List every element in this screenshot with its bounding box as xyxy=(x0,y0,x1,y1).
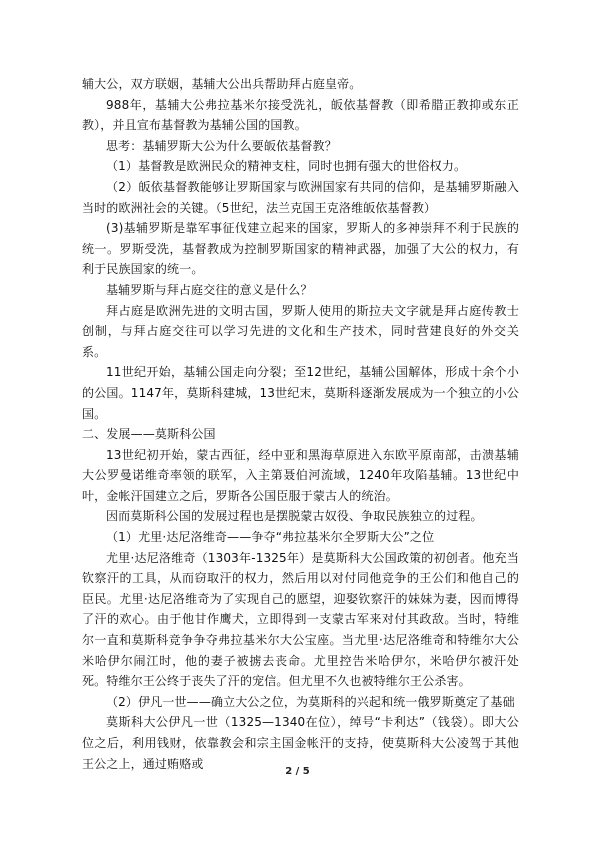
document-body xyxy=(82,74,519,774)
paragraph: (3)基辅罗斯是靠军事征伐建立起来的国家，罗斯人的多神崇拜不利于民族的统一。罗斯受洗，基督教成为控制罗斯国家的精神武器，加强了大公的权力，有利于民族国家的统一。 xyxy=(82,221,519,277)
paragraph: 二、发展——莫斯科公国 xyxy=(82,427,216,442)
paragraph: （2）伊凡一世——确立大公之位，为莫斯科的兴起和统一俄罗斯奠定了基础 xyxy=(106,694,515,709)
paragraph: 988年，基辅大公弗拉基米尔接受洗礼，皈依基督教（即希腊正教抑或东正教），并且宣布基督教为基辅公国的国教。 xyxy=(82,97,519,133)
paragraph: 辅大公，双方联姻，基辅大公出兵帮助拜占庭皇帝。 xyxy=(82,77,362,91)
paragraph: （1）尤里·达尼洛维奇——争夺“弗拉基米尔全罗斯大公”之位 xyxy=(106,530,435,545)
paragraph: 11世纪开始，基辅公国走向分裂；至12世纪，基辅公国解体，形成十余个小的公国。1147年，莫斯科建城，13世纪末，莫斯科逐渐发展成为一个独立的小公国。 xyxy=(82,365,519,421)
paragraph: （2）皈依基督教能够让罗斯国家与欧洲国家有共同的信仰，是基辅罗斯融入当时的欧洲社会的关键。（5世纪，法兰克国王克洛维皈依基督教） xyxy=(82,179,519,215)
paragraph: 基辅罗斯与拜占庭交往的意义是什么？ xyxy=(106,282,313,297)
paragraph: 因而莫斯科公国的发展过程也是摆脱蒙古奴役、争取民族独立的过程。 xyxy=(106,509,483,524)
paragraph: 莫斯科大公伊凡一世（1325—1340在位），绰号“卡利达”（钱袋）。即大公位之后，利用钱财，依靠教会和宗主国金帐汗的支持，使莫斯科大公凌驾于其他王公之上，通过贿赂或 xyxy=(82,715,519,771)
paragraph: 拜占庭是欧洲先进的文明古国，罗斯人使用的斯拉夫文字就是拜占庭传教士创制，与拜占庭交往可以学习先进的文化和生产技术，同时营建良好的外交关系。 xyxy=(82,303,519,359)
paragraph: （1）基督教是欧洲民众的精神支柱，同时也拥有强大的世俗权力。 xyxy=(106,159,467,174)
page-number: 2 / 5 xyxy=(285,766,310,777)
paragraph: 13世纪初开始，蒙古西征，经中亚和黑海草原进入东欧平原南部，击溃基辅大公罗曼诺维奇率领的联军，入主第聂伯河流域，1240年攻陷基辅。13世纪中叶，金帐汗国建立之后，罗斯各公国臣服于蒙古人的统治。 xyxy=(82,447,519,503)
paragraph: 思考：基辅罗斯大公为什么要皈依基督教？ xyxy=(106,138,337,153)
paragraph: 尤里·达尼洛维奇（1303年-1325年）是莫斯科大公国政策的初创者。他充当钦察汗的工具，从而窃取汗的权力，然后用以对付同他竞争的王公们和他自己的臣民。尤里·达尼洛维奇为了实现自己的愿望，迎娶钦察汗的妹妹为妻，因而博得了汗的欢心。由于他甘作鹰犬，立即得到一支蒙古军来对付其政敌。当时，特维尔一直和莫斯科竞争争夺弗拉基米尔大公宝座。当尤里·达尼洛维奇和特维尔大公米哈伊尔闹江时，他的妻子被掳去丧命。尤里控告米哈伊尔，米哈伊尔被汗处死。特维尔王公终于丧失了汗的宠信。但尤里不久也被特维尔王公杀害。 xyxy=(82,550,519,689)
